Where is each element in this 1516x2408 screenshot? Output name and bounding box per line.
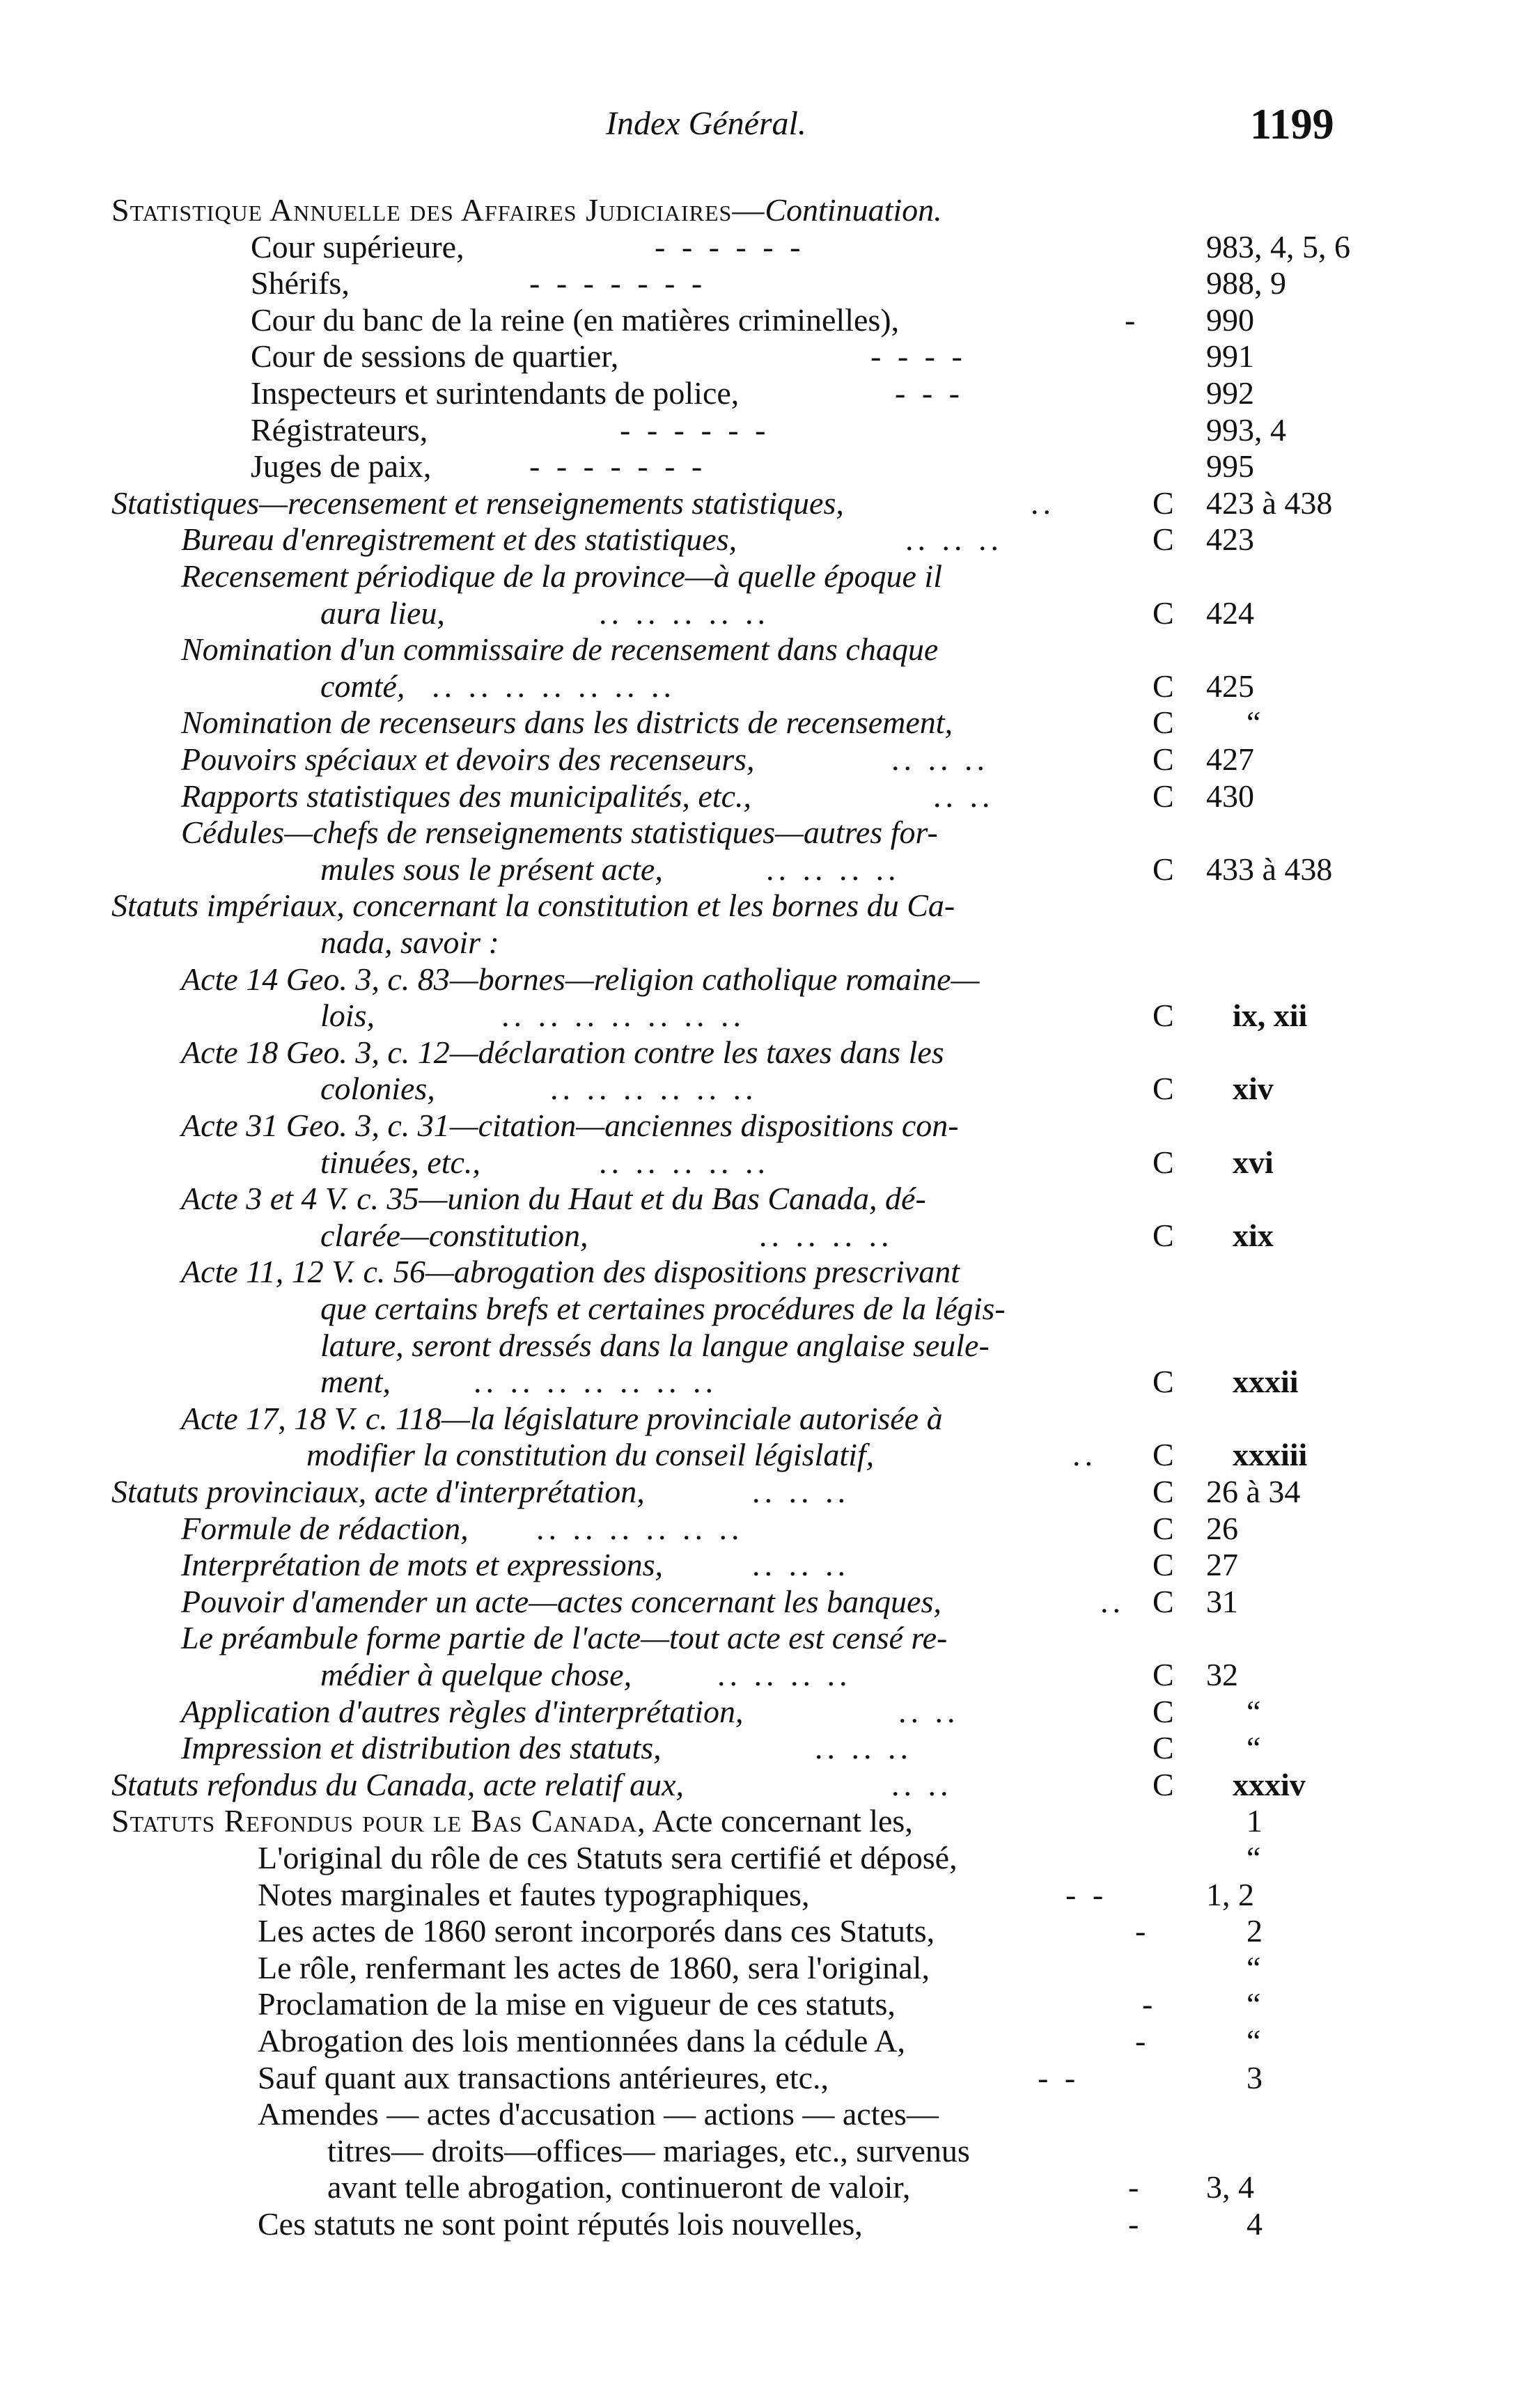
volume-label: C	[1152, 1364, 1174, 1400]
page-reference: xix	[1233, 1217, 1274, 1253]
volume-label: C	[1152, 741, 1174, 777]
index-entry	[0, 1144, 1516, 1181]
entry-text: Proclamation de la mise en vigueur de ces statuts,	[258, 1986, 896, 2022]
entry-text: Statuts provinciaux, acte d'interprétation,	[111, 1474, 645, 1509]
page-reference: xiv	[1233, 1071, 1274, 1107]
index-entry	[0, 1070, 1516, 1108]
index-entry	[0, 1729, 1516, 1767]
dot-leader: - - - - - -	[655, 228, 805, 265]
dot-leader: - - - - - -	[620, 411, 770, 448]
page-reference: 423	[1206, 521, 1254, 558]
dot-leader: ..	[1100, 1583, 1125, 1619]
entry-text: lature, seront dressés dans la langue anglaise seule-	[320, 1327, 990, 1363]
page-reference: “	[1247, 1840, 1261, 1875]
entry-text: Acte 11, 12 V. c. 56—abrogation des dispositions prescrivant	[181, 1254, 960, 1290]
index-entry	[0, 2095, 1516, 2133]
page-reference: “	[1247, 1730, 1261, 1766]
page-reference: 423 à 438	[1206, 485, 1333, 521]
index-entry	[0, 778, 1516, 815]
entry-text: Statuts impériaux, concernant la constitution et les bornes du Ca-	[111, 888, 955, 924]
volume-label: C	[1152, 1474, 1174, 1509]
index-entry	[0, 1363, 1516, 1401]
entry-text: Pouvoir d'amender un acte—actes concernant les banques,	[181, 1583, 941, 1619]
page-reference: 4	[1247, 2206, 1263, 2242]
page-reference: 430	[1206, 778, 1254, 814]
dot-leader: .. ..	[898, 1693, 960, 1729]
page-reference: “	[1247, 1986, 1261, 2022]
volume-label: C	[1152, 1547, 1174, 1583]
page-reference: 3	[1247, 2059, 1263, 2095]
index-entry	[0, 1656, 1516, 1694]
index-entry	[0, 1217, 1516, 1254]
entry-text: modifier la constitution du conseil législatif,	[306, 1437, 875, 1473]
entry-text: lois,	[320, 998, 375, 1034]
page-reference: “	[1247, 1949, 1261, 1985]
entry-text: Cédules—chefs de renseignements statistiques—autres for-	[181, 815, 938, 851]
entry-text: Acte 17, 18 V. c. 118—la législature provinciale autorisée à	[181, 1400, 943, 1436]
entry-text: Rapports statistiques des municipalités, etc.,	[181, 778, 751, 814]
index-entry	[0, 301, 1516, 339]
entry-text: Statuts Refondus pour le Bas Canada, Acte concernant les,	[111, 1803, 913, 1839]
dot-leader: - - - - - - -	[529, 265, 707, 301]
page-reference: 990	[1206, 301, 1254, 338]
entry-text: titres— droits—offices— mariages, etc., survenus	[327, 2132, 970, 2169]
entry-text: Amendes — actes d'accusation — actions — actes—	[258, 2096, 939, 2132]
volume-label: C	[1152, 1217, 1174, 1253]
page-reference: 1, 2	[1206, 1876, 1254, 1912]
page-reference: 433 à 438	[1206, 851, 1333, 887]
dot-leader: - - - - - - -	[529, 448, 707, 485]
entry-text: Pouvoirs spéciaux et devoirs des recenseurs,	[181, 741, 755, 777]
index-entry	[0, 2169, 1516, 2206]
dot-leader: .. .. .. .. .. .. ..	[501, 998, 745, 1034]
dot-leader: -	[1128, 2169, 1143, 2205]
entry-text: mules sous le présent acte,	[320, 851, 663, 887]
entry-text: Acte 3 et 4 V. c. 35—union du Haut et du Bas Canada, dé-	[181, 1181, 926, 1217]
entry-text: Formule de rédaction,	[181, 1510, 469, 1546]
volume-label: C	[1152, 1693, 1174, 1729]
index-entry	[0, 2132, 1516, 2170]
index-entry	[0, 1400, 1516, 1438]
page-reference: 424	[1206, 595, 1254, 631]
page-reference: 32	[1206, 1657, 1238, 1692]
index-entry	[0, 191, 1516, 229]
dot-leader: ..	[1031, 485, 1055, 521]
index-entry	[0, 2059, 1516, 2097]
page-reference: xxxiii	[1233, 1437, 1308, 1473]
page-reference: 991	[1206, 338, 1254, 375]
index-entry	[0, 1253, 1516, 1291]
index-entry	[0, 814, 1516, 851]
dot-leader: .. .. ..	[752, 1547, 850, 1583]
entry-text: clarée—constitution,	[320, 1217, 588, 1253]
entry-text: Acte 18 Geo. 3, c. 12—déclaration contre les taxes dans les	[181, 1034, 944, 1070]
entry-text: Statistiques—recensement et renseignements statistiques,	[111, 485, 844, 521]
page-reference: 26 à 34	[1206, 1474, 1301, 1509]
index-entry	[0, 887, 1516, 924]
entry-text: Abrogation des lois mentionnées dans la cédule A,	[258, 2023, 906, 2059]
entry-text: ment,	[320, 1364, 391, 1400]
entry-text: Ces statuts ne sont point réputés lois nouvelles,	[258, 2206, 863, 2242]
dot-leader: -	[1135, 2023, 1150, 2059]
page-reference: 26	[1206, 1510, 1238, 1546]
page-reference: 995	[1206, 448, 1254, 485]
dot-leader: .. ..	[933, 778, 994, 814]
page-reference: “	[1247, 2023, 1261, 2059]
volume-label: C	[1152, 1510, 1174, 1546]
entry-text: Statuts refondus du Canada, acte relatif aux,	[111, 1766, 684, 1802]
index-entry	[0, 558, 1516, 595]
index-entry	[0, 1107, 1516, 1144]
index-entry	[0, 1546, 1516, 1584]
page-reference: 1	[1247, 1803, 1263, 1839]
dot-leader: .. .. .. ..	[759, 1217, 893, 1253]
entry-text-rest: Acte concernant les,	[646, 1803, 913, 1839]
page-reference: 988, 9	[1206, 265, 1286, 301]
entry-text: Application d'autres règles d'interprétation,	[181, 1693, 744, 1729]
entry-text: Cour du banc de la reine (en matières criminelles),	[251, 301, 900, 338]
index-entry	[0, 961, 1516, 998]
volume-label: C	[1152, 778, 1174, 814]
running-title: Index Général.	[606, 105, 806, 142]
dot-leader: .. .. .. .. .. ..	[536, 1510, 744, 1546]
dot-leader: - - - -	[870, 338, 967, 375]
index-entry	[0, 1583, 1516, 1621]
dot-leader: .. .. ..	[752, 1474, 850, 1509]
entry-continuation: Continuation.	[765, 192, 942, 228]
index-entry	[0, 1034, 1516, 1071]
entry-text: Nomination d'un commissaire de recensement dans chaque	[181, 631, 939, 668]
page-reference: 992	[1206, 375, 1254, 411]
page-reference: 3, 4	[1206, 2169, 1254, 2205]
index-entry	[0, 375, 1516, 412]
entry-text: Le préambule forme partie de l'acte—tout acte est censé re-	[181, 1620, 948, 1656]
page-reference: xvi	[1233, 1144, 1274, 1180]
dot-leader: - - -	[895, 375, 964, 411]
index-entry	[0, 1802, 1516, 1840]
dot-leader: .. .. ..	[815, 1730, 912, 1766]
volume-label: C	[1152, 705, 1174, 741]
volume-label: C	[1152, 851, 1174, 887]
entry-text: Impression et distribution des statuts,	[181, 1730, 662, 1766]
entry-text: Acte 31 Geo. 3, c. 31—citation—anciennes dispositions con-	[181, 1108, 959, 1143]
entry-text: tinuées, etc.,	[320, 1144, 480, 1180]
index-entry	[0, 851, 1516, 888]
volume-label: C	[1152, 1437, 1174, 1473]
dot-leader: .. .. .. .. .. .. ..	[432, 668, 675, 704]
dot-leader: -	[1128, 2206, 1143, 2242]
page-reference: ix, xii	[1233, 998, 1308, 1034]
dot-leader: -	[1135, 1913, 1150, 1949]
volume-label: C	[1152, 1766, 1174, 1802]
volume-label: C	[1152, 1071, 1174, 1107]
index-entry	[0, 1912, 1516, 1950]
entry-text: colonies,	[320, 1071, 435, 1107]
page-reference: “	[1247, 1693, 1261, 1729]
dot-leader: -	[1125, 301, 1140, 338]
entry-text: Les actes de 1860 seront incorporés dans ces Statuts,	[258, 1913, 935, 1949]
index-entry	[0, 595, 1516, 632]
dot-leader: .. .. .. ..	[717, 1657, 852, 1692]
dot-leader: .. ..	[891, 1766, 953, 1802]
dot-leader: .. .. .. .. .. .. ..	[474, 1364, 717, 1400]
entry-text: Notes marginales et fautes typographiques,	[258, 1876, 810, 1912]
dot-leader: - -	[1038, 2059, 1080, 2095]
index-entry	[0, 411, 1516, 449]
index-entry	[0, 1839, 1516, 1877]
page-reference: xxxii	[1233, 1364, 1299, 1400]
volume-label: C	[1152, 521, 1174, 558]
dot-leader: .. .. .. .. ..	[599, 1144, 769, 1180]
index-entry	[0, 485, 1516, 522]
dot-leader: .. .. ..	[891, 741, 989, 777]
page-reference: 31	[1206, 1583, 1238, 1619]
dot-leader: ..	[1072, 1437, 1097, 1473]
entry-text: Cour supérieure,	[251, 228, 464, 265]
volume-label: C	[1152, 1583, 1174, 1619]
entry-text: Acte 14 Geo. 3, c. 83—bornes—religion catholique romaine—	[181, 961, 980, 997]
index-entry	[0, 924, 1516, 961]
volume-label: C	[1152, 998, 1174, 1034]
entry-text: Recensement périodique de la province—à quelle époque il	[181, 558, 942, 594]
index-entry	[0, 1180, 1516, 1218]
page-reference: 2	[1247, 1913, 1263, 1949]
index-entry	[0, 1766, 1516, 1804]
index-entry	[0, 631, 1516, 668]
dot-leader: - -	[1065, 1876, 1108, 1912]
entry-text: Inspecteurs et surintendants de police,	[251, 375, 740, 411]
index-entry	[0, 1290, 1516, 1328]
entry-text: Cour de sessions de quartier,	[251, 338, 619, 375]
index-entry	[0, 521, 1516, 558]
index-entry	[0, 1436, 1516, 1474]
page-reference: 983, 4, 5, 6	[1206, 228, 1350, 265]
index-entry	[0, 1985, 1516, 2023]
page-header	[0, 101, 1516, 153]
entry-text: Bureau d'enregistrement et des statistiques,	[181, 521, 737, 558]
volume-label: C	[1152, 595, 1174, 631]
index-entry	[0, 1619, 1516, 1657]
dot-leader: -	[1142, 1986, 1157, 2022]
entry-text: Régistrateurs,	[251, 411, 428, 448]
page-reference: 27	[1206, 1547, 1238, 1583]
entry-text: avant telle abrogation, continueront de valoir,	[327, 2169, 911, 2205]
dot-leader: .. .. .. ..	[766, 851, 900, 887]
page-reference: 993, 4	[1206, 411, 1286, 448]
page-reference: xxxiv	[1233, 1766, 1306, 1802]
entry-text: Interprétation de mots et expressions,	[181, 1547, 664, 1583]
page-number: 1199	[1250, 101, 1334, 148]
page-reference: 427	[1206, 741, 1254, 777]
index-entry	[0, 2205, 1516, 2243]
entry-text: comté,	[320, 668, 405, 704]
entry-text: Shérifs,	[251, 265, 350, 301]
index-entry	[0, 997, 1516, 1034]
entry-text: Statistique Annuelle des Affaires Judiciaires—Continuation.	[111, 192, 942, 228]
dot-leader: .. .. .. .. ..	[599, 595, 769, 631]
entry-text: aura lieu,	[320, 595, 445, 631]
entry-text: Juges de paix,	[251, 448, 432, 485]
index-entry	[0, 704, 1516, 741]
entry-text: nada, savoir :	[320, 924, 499, 960]
volume-label: C	[1152, 1730, 1174, 1766]
index-entry	[0, 265, 1516, 302]
entry-text: Sauf quant aux transactions antérieures, etc.,	[258, 2059, 829, 2095]
entry-text: Le rôle, renfermant les actes de 1860, sera l'original,	[258, 1949, 930, 1985]
index-entry	[0, 668, 1516, 705]
index-entry	[0, 1510, 1516, 1548]
volume-label: C	[1152, 485, 1174, 521]
volume-label: C	[1152, 1144, 1174, 1180]
index-entry	[0, 1693, 1516, 1731]
index-entry	[0, 1327, 1516, 1364]
index-entry	[0, 741, 1516, 778]
index-entry	[0, 338, 1516, 375]
index-entry	[0, 2022, 1516, 2060]
index-entry	[0, 228, 1516, 266]
index-entry	[0, 1473, 1516, 1511]
entry-text: que certains brefs et certaines procédures de la légis-	[320, 1291, 1006, 1326]
index-entry	[0, 448, 1516, 485]
page-reference: “	[1247, 705, 1261, 741]
volume-label: C	[1152, 668, 1174, 704]
entry-text: Nomination de recenseurs dans les districts de recensement,	[181, 705, 953, 741]
entry-text: médier à quelque chose,	[320, 1657, 632, 1692]
page-reference: 425	[1206, 668, 1254, 704]
volume-label: C	[1152, 1657, 1174, 1692]
dot-leader: .. .. ..	[905, 521, 1003, 558]
entry-text: L'original du rôle de ces Statuts sera certifié et déposé,	[258, 1840, 958, 1875]
index-entry	[0, 1949, 1516, 1987]
dot-leader: .. .. .. .. .. ..	[550, 1071, 758, 1107]
index-entry	[0, 1876, 1516, 1914]
